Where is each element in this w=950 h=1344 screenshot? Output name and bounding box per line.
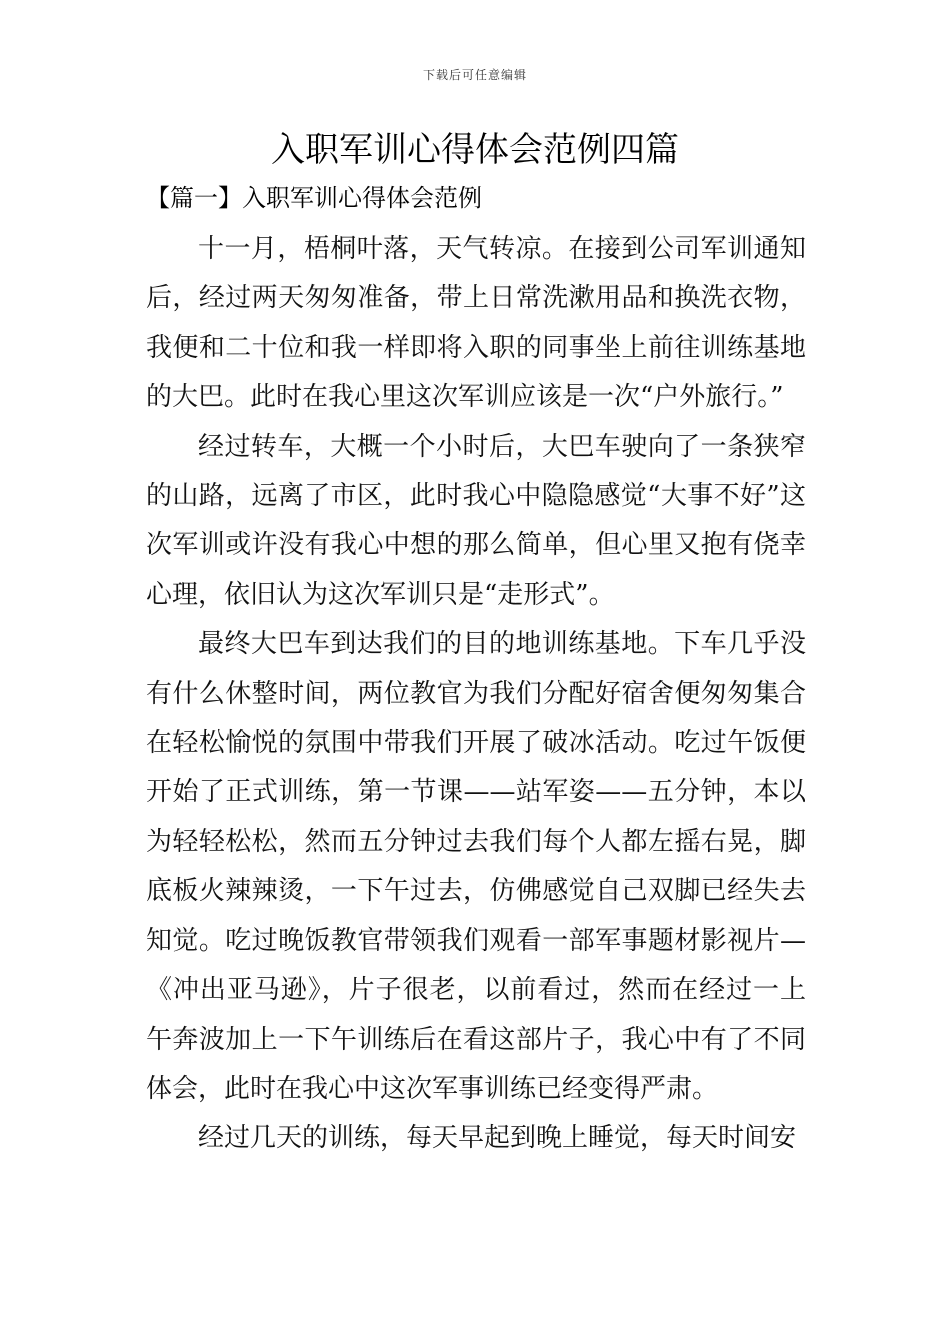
- paragraph: 经过几天的训练，每天早起到晚上睡觉，每天时间安: [198, 1123, 797, 1154]
- paragraph: 十一月，梧桐叶落，天气转凉。在接到公司军训通知后，经过两天匆匆准备，带上日常洗漱用品和换洗衣物，我便和二十位和我一样即将入职的同事坐上前往训练基地的大巴。此时在我心里这次军训应该是一次“户外旅行。”: [146, 234, 806, 413]
- paragraph: 最终大巴车到达我们的目的地训练基地。下车几乎没有什么休整时间，两位教官为我们分配好宿舍便匆匆集合在轻松愉悦的氛围中带我们开展了破冰活动。吃过午饭便开始了正式训练，第一节课——站军姿——五分钟，本以为轻轻松松，然而五分钟过去我们每个人都左摇右晃，脚底板火辣辣烫，一下午过去，仿佛感觉自己双脚已经失去知觉。吃过晚饭教官带领我们观看一部军事题材影视片—《冲出亚马逊》，片子很老，以前看过，然而在经过一上午奔波加上一下午训练后在看这部片子，我心中有了不同体会，此时在我心中这次军事训练已经变得严肃。: [146, 629, 806, 1104]
- paragraph: 经过转车，大概一个小时后，大巴车驶向了一条狭窄的山路，远离了市区，此时我心中隐隐感觉“大事不好”这次军训或许没有我心中想的那么简单，但心里又抱有侥幸心理，依旧认为这次军训只是“走形式”。: [146, 431, 806, 610]
- page-title: 入职军训心得体会范例四篇: [271, 130, 679, 170]
- body-text: [146, 225, 806, 1164]
- header-note: 下载后可任意编辑: [422, 68, 527, 82]
- section-heading: 【篇一】入职军训心得体会范例: [146, 184, 482, 212]
